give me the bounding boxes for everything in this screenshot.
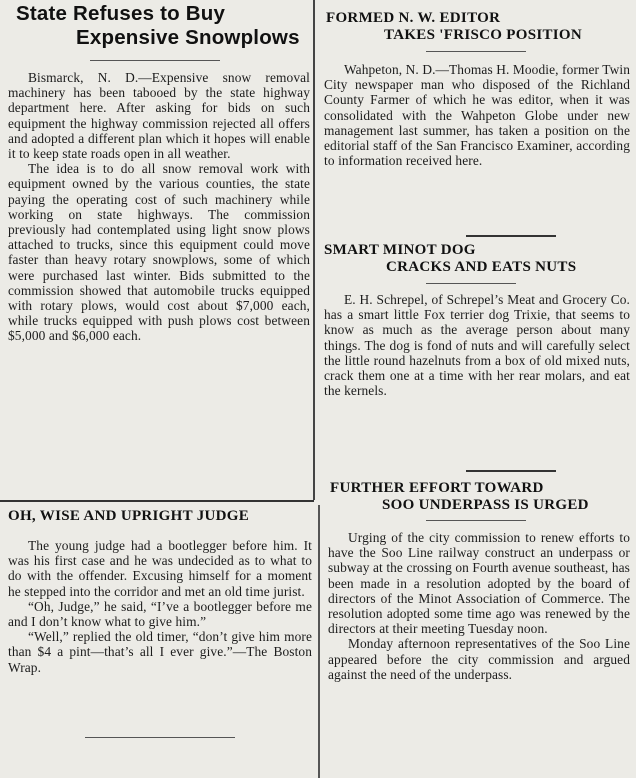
article-underpass: [316, 480, 634, 682]
headline-line: OH, WISE AND UPRIGHT JUDGE: [8, 508, 250, 524]
divider: [90, 60, 220, 61]
paragraph: The young judge had a bootlegger before him. It was his first case and he was undecided as to what to do with the offender. Excusing himself for a moment he stepped into the corridor and met an old time jurist.: [8, 538, 312, 599]
headline-line: FORMED N. W. EDITOR: [326, 10, 501, 26]
article-body: [324, 292, 630, 398]
column-divider: [318, 505, 320, 778]
paragraph: Bismarck, N. D.—Expensive snow removal machinery has been tabooed by the state highway department here. After asking for bids on such equipment the highway commission rejected all offers and adopted a different plan which it hopes will enable it to keep state roads open in all weather.: [8, 70, 310, 162]
headline-line: TAKES 'FRISCO POSITION: [384, 27, 583, 43]
headline-line: State Refuses to Buy: [16, 2, 226, 25]
divider: [0, 500, 314, 502]
paragraph: The idea is to do all snow removal work with equipment owned by the various counties, the state paying the operating cost of such machinery while working on state highways. The commission previously had contemplated using light snow plows attached to trucks, since this equipment could move faster than heavy rotary snowplows, some of which were purchased last winter. Bids submitted to the commission showed that automobile trucks equipped with rotary plows, would cost about $7,000 each, while trucks equipped with push plows cost between $5,000 and $6,000 each.: [8, 161, 310, 344]
paragraph: Urging of the city commission to renew efforts to have the Soo Line railway construct an underpass or subway at the crossing on Fourth avenue southeast, has been made in a resolution adopted by the board of directors of the Minot Association of Commerce. The resolution adopted some time ago was renewed by the directors at their meeting Tuesday noon.: [328, 530, 630, 637]
headline: [0, 2, 314, 50]
divider: [466, 470, 556, 472]
paragraph: “Oh, Judge,” he said, “I’ve a bootlegger before me and I don’t know what to give him.”: [8, 598, 312, 630]
headline-line: SOO UNDERPASS IS URGED: [382, 497, 589, 513]
article-dog: [316, 242, 634, 399]
headline-line: CRACKS AND EATS NUTS: [386, 259, 577, 275]
paragraph: E. H. Schrepel, of Schrepel’s Meat and Grocery Co. has a smart little Fox terrier dog Trixie, that seems to know as much as the average person about many things. The dog is fond of nuts and will carefully select the little round hazelnuts from a box of old mixed nuts, crack them one at a time with her rear molars, and eat the kernels.: [324, 292, 630, 399]
article-body: [328, 530, 630, 682]
article-snowplows: [0, 2, 314, 344]
divider: [426, 520, 526, 521]
divider: [426, 283, 516, 284]
paragraph: “Well,” replied the old timer, “don’t give him more than $4 a pint—that’s all I ever give.”—The Boston Wrap.: [8, 629, 312, 675]
headline-line: Expensive Snowplows: [76, 26, 300, 49]
column-divider: [313, 0, 315, 500]
headline: [316, 10, 634, 44]
article-body: [324, 62, 630, 168]
paragraph: Monday afternoon representatives of the Soo Line appeared before the city commission and argued against the need of the underpass.: [328, 636, 630, 682]
divider: [85, 737, 235, 738]
article-judge: [0, 508, 314, 675]
article-editor: [316, 10, 634, 169]
headline-line: FURTHER EFFORT TOWARD: [330, 480, 544, 496]
divider: [466, 235, 556, 237]
headline: [0, 508, 314, 525]
headline-line: SMART MINOT DOG: [324, 242, 476, 258]
article-body: [8, 538, 312, 675]
divider: [426, 51, 526, 52]
article-body: [8, 70, 310, 344]
paragraph: Wahpeton, N. D.—Thomas H. Moodie, former Twin City newspaper man who disposed of the Richland County Farmer of which he was editor, when it was consolidated with the Wahpeton Globe under new management last summer, has taken a position on the editorial staff of the San Francisco Examiner, according to information received here.: [324, 62, 630, 169]
headline: [316, 480, 634, 514]
headline: [316, 242, 634, 276]
